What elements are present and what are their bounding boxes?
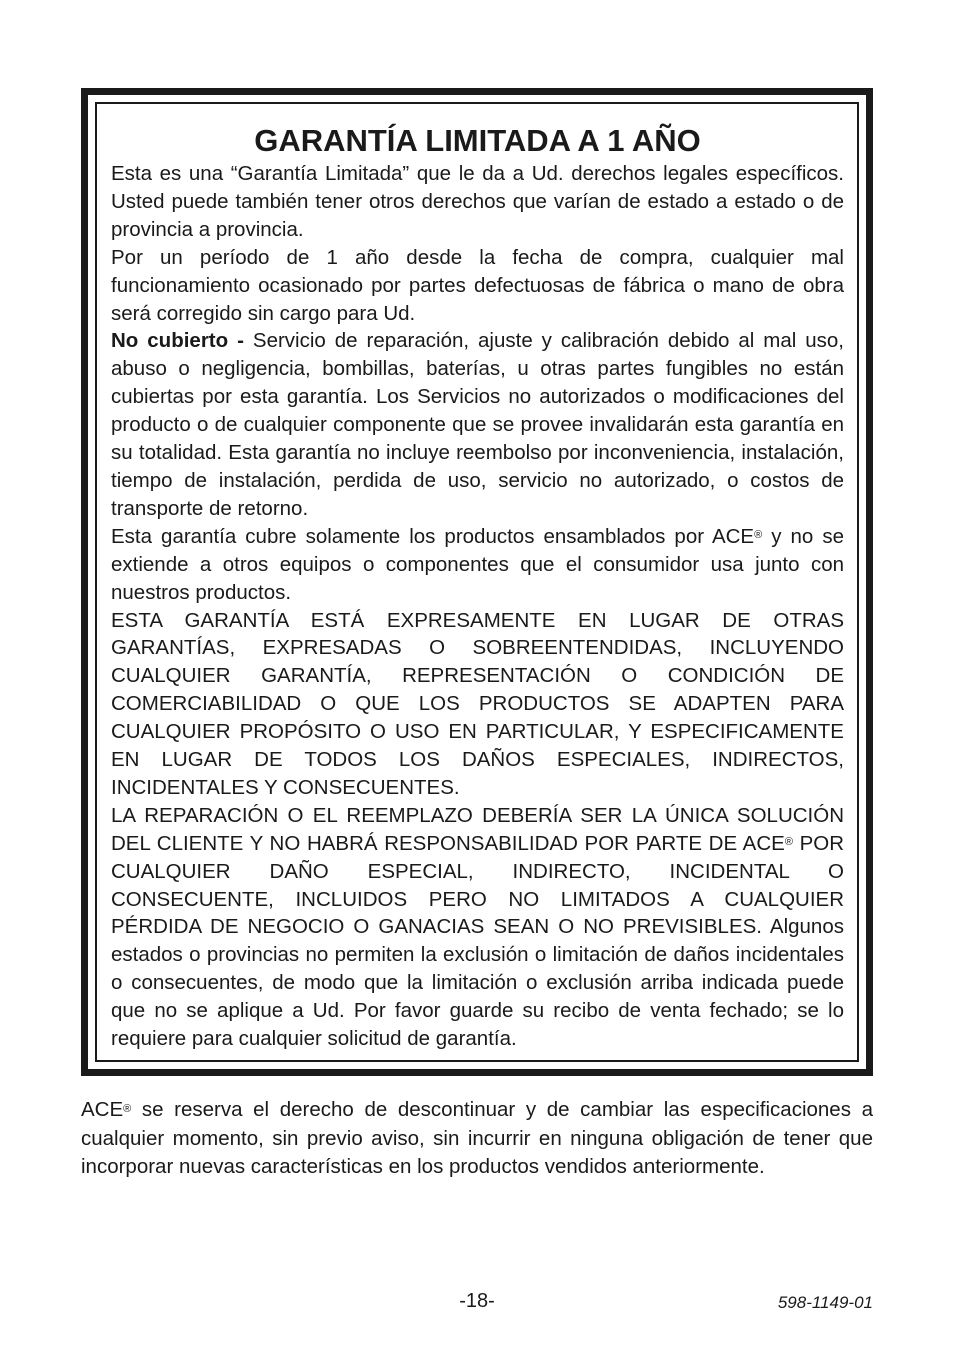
registered-mark: ®: [754, 528, 763, 541]
footer-brand: ACE: [81, 1098, 124, 1121]
warranty-title: GARANTÍA LIMITADA A 1 AÑO: [254, 123, 701, 158]
not-covered-text: Servicio de reparación, ajuste y calibración debido al mal uso, abuso o negligencia, bombillas, baterías, u otras partes fungibles no están cubiertas por esta garantía. Los Servicios no autorizados o modificaciones del producto o de cualquier componente que se provee invalidarán esta garantía en su totalidad. Esta garantía no incluye reembolso por inconveniencia, instalación, tiempo de instalación, perdida de uso, servicio no autorizado, o costos de transporte de retorno.: [111, 329, 844, 520]
coverage-scope-text-end: y no se extiende a otros equipos o componentes que el consumidor usa junto con nuestros productos.: [111, 524, 844, 604]
warranty-intro-paragraph: Esta es una “Garantía Limitada” que le da a Ud. derechos legales específicos. Usted puede también tener otros derechos que varían de estado a estado o de provincia a provincia.: [111, 162, 844, 241]
coverage-scope-text-start: Esta garantía cubre solamente los productos ensamblados por ACE: [111, 524, 755, 548]
document-code: 598-1149-01: [777, 1293, 873, 1312]
not-covered-lead: No cubierto -: [111, 329, 244, 353]
registered-mark: ®: [123, 1103, 132, 1115]
warranty-box: [81, 88, 873, 1076]
remedy-text-tail: Algunos estados o provincias no permiten la exclusión o limitación de daños incidentales o consecuentes, de modo que la limitación o exclusión arriba indicada puede que no se aplique a Ud. Por favor guarde su recibo de venta fechado; se lo requiere para cualquier solicitud de garantía.: [111, 915, 844, 1051]
remedy-paragraph: [111, 802, 844, 1053]
not-covered-paragraph: [111, 327, 844, 522]
remedy-text-end: POR CUALQUIER DAÑO ESPECIAL, INDIRECTO, INCIDENTAL O CONSECUENTE, INCLUIDOS PERO NO LIMITADOS A CUALQUIER PÉRDIDA DE NEGOCIO O GANACIAS SEAN O NO PREVISIBLES.: [111, 831, 845, 939]
exclusive-warranty-paragraph: ESTA GARANTÍA ESTÁ EXPRESAMENTE EN LUGAR DE OTRAS GARANTÍAS, EXPRESADAS O SOBREENTENDIDAS, INCLUYENDO CUALQUIER GARANTÍA, REPRESENTACIÓN O CONDICIÓN DE COMERCIABILIDAD O QUE LOS PRODUCTOS SE ADAPTEN PARA CUALQUIER PROPÓSITO O USO EN PARTICULAR, Y ESPECIFICAMENTE EN LUGAR DE TODOS LOS DAÑOS ESPECIALES, INDIRECTOS, INCIDENTALES Y CONSECUENTES.: [111, 608, 844, 799]
footer-text: se reserva el derecho de descontinuar y de cambiar las especificaciones a cualquier momento, sin previo aviso, sin incurrir en ninguna obligación de tener que incorporar nuevas características en los productos vendidos anteriormente.: [81, 1098, 873, 1178]
warranty-period-paragraph: Por un período de 1 año desde la fecha de compra, cualquier mal funcionamiento ocasionado por partes defectuosas de fábrica o mano de obra será corregido sin cargo para Ud.: [111, 245, 844, 325]
specification-notice: [81, 1096, 873, 1182]
coverage-scope-paragraph: [111, 523, 844, 607]
page-number: -18-: [459, 1290, 495, 1312]
registered-mark: ®: [784, 835, 793, 848]
warranty-inner-frame: [95, 102, 859, 1062]
remedy-text-start: LA REPARACIÓN O EL REEMPLAZO DEBERÍA SER LA ÚNICA SOLUCIÓN DEL CLIENTE Y NO HABRÁ RESPONSABILIDAD POR PARTE DE ACE: [111, 803, 844, 855]
